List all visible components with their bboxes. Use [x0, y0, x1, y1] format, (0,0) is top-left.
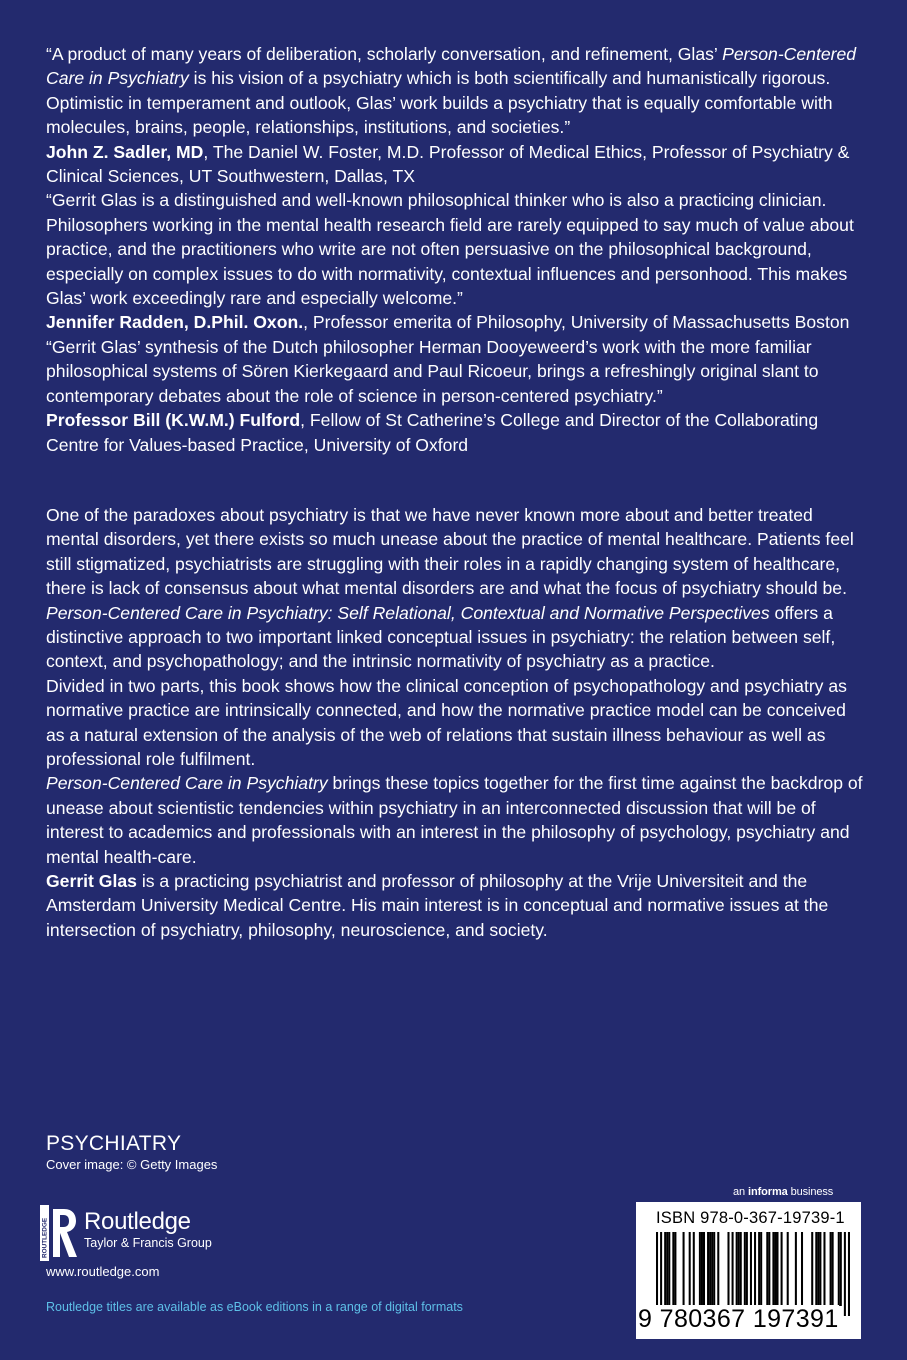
barcode-digits: 9 780367 197391 — [638, 1305, 839, 1333]
endorser-name: Jennifer Radden, D.Phil. Oxon. — [46, 312, 304, 333]
publisher-group: Taylor & Francis Group — [84, 1236, 212, 1250]
barcode-bar — [787, 1232, 789, 1306]
barcode-bar — [711, 1232, 713, 1306]
description-paragraph-3: Person-Centered Care in Psychiatry brings these topics together for the first time against the backdrop of unease about scientistic tendencies within psychiatry in an interconnected discussion that will be of interest to academics and professionals with an interest in the philosophy of psychology, psychiatry and mental health-care. — [46, 773, 863, 867]
publisher-name: Routledge — [84, 1208, 191, 1235]
barcode-bar — [819, 1232, 821, 1306]
barcode-bar — [801, 1232, 803, 1306]
endorsement-fulford — [46, 335, 866, 457]
informa-business-tag: an informa business — [733, 1186, 834, 1198]
barcode-bars — [656, 1232, 850, 1316]
book-title-italic: Person-Centered Care in Psychiatry — [46, 44, 857, 89]
author-name: Gerrit Glas — [46, 871, 137, 891]
barcode-bar — [774, 1232, 776, 1306]
description-paragraph-2: Divided in two parts, this book shows how the clinical conception of psychopathology and psychiatry as normative practice are intrinsically connected, and how the normative practice model can be conceived as a natural extension of the analysis of the web of relations that sustain illness behaviour as well as professional role fulfilment. — [46, 675, 847, 769]
barcode-bar — [689, 1232, 691, 1306]
barcode-bar — [768, 1232, 770, 1306]
description-paragraph-1: One of the paradoxes about psychiatry is that we have never known more about and better treated mental disorders, yet there exists so much unease about the practice of mental healthcare. Patients feel still stigmatized, psychiatrists are struggling with their roles in a rapidly changing system of healthcare, there is lack of consensus about what mental disorders are and what the focus of psychiatry should be. Person-Centered Care in Psychiatry: Self Relational, Contextual and Normative Perspectives offers a distinctive approach to two important linked conceptual issues in psychiatry: the relation between self, context, and psychopathology; and the intrinsic normativity of psychiatry as a practice. — [46, 504, 854, 672]
barcode-bar — [760, 1232, 762, 1306]
routledge-logo — [40, 1205, 212, 1261]
barcode-bar — [738, 1232, 740, 1306]
book-title-italic: Person-Centered Care in Psychiatry: Self Relational, Contextual and Normative Perspectives — [46, 602, 770, 623]
barcode-bar — [795, 1232, 797, 1306]
back-cover-text — [46, 42, 866, 942]
barcode-bar — [693, 1232, 695, 1306]
barcode-bar — [838, 1232, 840, 1306]
subject-category: PSYCHIATRY — [46, 1132, 182, 1155]
barcode-bar — [840, 1232, 842, 1306]
barcode-bar — [656, 1232, 658, 1316]
barcode-bar — [766, 1232, 768, 1306]
endorser-affiliation: , The Daniel W. Foster, M.D. Professor of Medical Ethics, Professor of Psychiatry & Clinical Sciences, UT Southwestern, Dallas, TX — [46, 141, 850, 187]
endorsement-sadler — [46, 42, 866, 188]
endorser-name: Professor Bill (K.W.M.) Fulford — [46, 410, 301, 431]
barcode-bar — [844, 1232, 846, 1316]
barcode-bar — [848, 1232, 850, 1316]
ebook-availability-note: Routledge titles are available as eBook editions in a range of digital formats — [46, 1300, 463, 1314]
barcode-bar — [666, 1232, 668, 1306]
barcode-bar — [750, 1232, 752, 1316]
author-bio: Gerrit Glas is a practicing psychiatrist and professor of philosophy at the Vrije Universiteit and the Amsterdam University Medical Centre. His main interest is in conceptual and normative issues at the intersection of psychiatry, philosophy, neuroscience, and society. — [46, 871, 829, 940]
barcode-bar — [668, 1232, 670, 1306]
barcode-bar — [815, 1232, 817, 1306]
barcode-bar — [701, 1232, 703, 1306]
barcode-bar — [776, 1232, 778, 1306]
barcode-bar — [758, 1232, 760, 1306]
endorsement-radden — [46, 188, 866, 334]
endorser-name: John Z. Sadler, MD — [46, 141, 204, 162]
informa-brand: informa — [748, 1186, 788, 1198]
barcode-bar — [699, 1232, 701, 1306]
barcode-bar — [823, 1232, 825, 1306]
barcode-bar — [683, 1232, 685, 1306]
quote-text: “A product of many years of deliberation, scholarly conversation, and refinement, Glas’ — [46, 44, 723, 64]
barcode-bar — [703, 1232, 705, 1306]
barcode-bar — [754, 1232, 756, 1316]
quote-text: “Gerrit Glas is a distinguished and well-known philosophical thinker who is also a practicing clinician. Philosophers working in the mental health research field are rarely equipped to say much of value about practice, and the practitioners who write are not often persuasive on the philosophical background, especially on complex issues to do with normativity, contextual influences and personhood. This makes Glas’ work exceedingly rare and especially welcome.” — [46, 190, 854, 309]
routledge-r-icon — [40, 1205, 78, 1261]
barcode-bar — [811, 1232, 813, 1306]
barcode-bar — [772, 1232, 774, 1306]
barcode-bar — [740, 1232, 742, 1306]
logo-vertical-text: ROUTLEDGE — [41, 1217, 49, 1258]
quote-text: is his vision of a psychiatry which is both scientifically and humanistically rigorous. Optimistic in temperament and outlook, Glas’ work builds a psychiatry that is equally comfortable with molecules, brains, people, relationships, institutions, and societies.” — [46, 68, 833, 138]
barcode-bar — [744, 1232, 746, 1306]
barcode-bar — [817, 1232, 819, 1306]
barcode-bar — [674, 1232, 676, 1306]
barcode-bar — [736, 1232, 738, 1306]
barcode-bar — [664, 1232, 666, 1306]
barcode-bar — [832, 1232, 834, 1306]
barcode-bar — [709, 1232, 711, 1306]
isbn-barcode — [636, 1202, 861, 1339]
cover-credit: Cover image: © Getty Images — [46, 1157, 218, 1172]
barcode-bar — [732, 1232, 734, 1306]
isbn-label: ISBN 978-0-367-19739-1 — [656, 1209, 845, 1227]
barcode-bar — [830, 1232, 832, 1306]
barcode-bar — [746, 1232, 748, 1306]
barcode-bar — [672, 1232, 674, 1306]
barcode-bar — [707, 1232, 709, 1306]
publisher-website[interactable]: www.routledge.com — [46, 1264, 160, 1279]
barcode-bar — [713, 1232, 715, 1306]
barcode-bar — [727, 1232, 729, 1306]
barcode-bar — [717, 1232, 719, 1306]
barcode-bar — [781, 1232, 783, 1306]
barcode-bar — [660, 1232, 662, 1316]
endorser-affiliation: , Fellow of St Catherine’s College and Director of the Collaborating Centre for Values-based Practice, University of Oxford — [46, 410, 819, 455]
quote-text: “Gerrit Glas’ synthesis of the Dutch philosopher Herman Dooyeweerd’s work with the more familiar philosophical systems of Sören Kierkegaard and Paul Ricoeur, brings a refreshingly original slant to contemporary debates about the role of science in person-centered psychiatry.” — [46, 336, 819, 406]
book-title-italic: Person-Centered Care in Psychiatry — [46, 773, 328, 794]
endorser-affiliation: , Professor emerita of Philosophy, University of Massachusetts Boston — [303, 312, 850, 333]
